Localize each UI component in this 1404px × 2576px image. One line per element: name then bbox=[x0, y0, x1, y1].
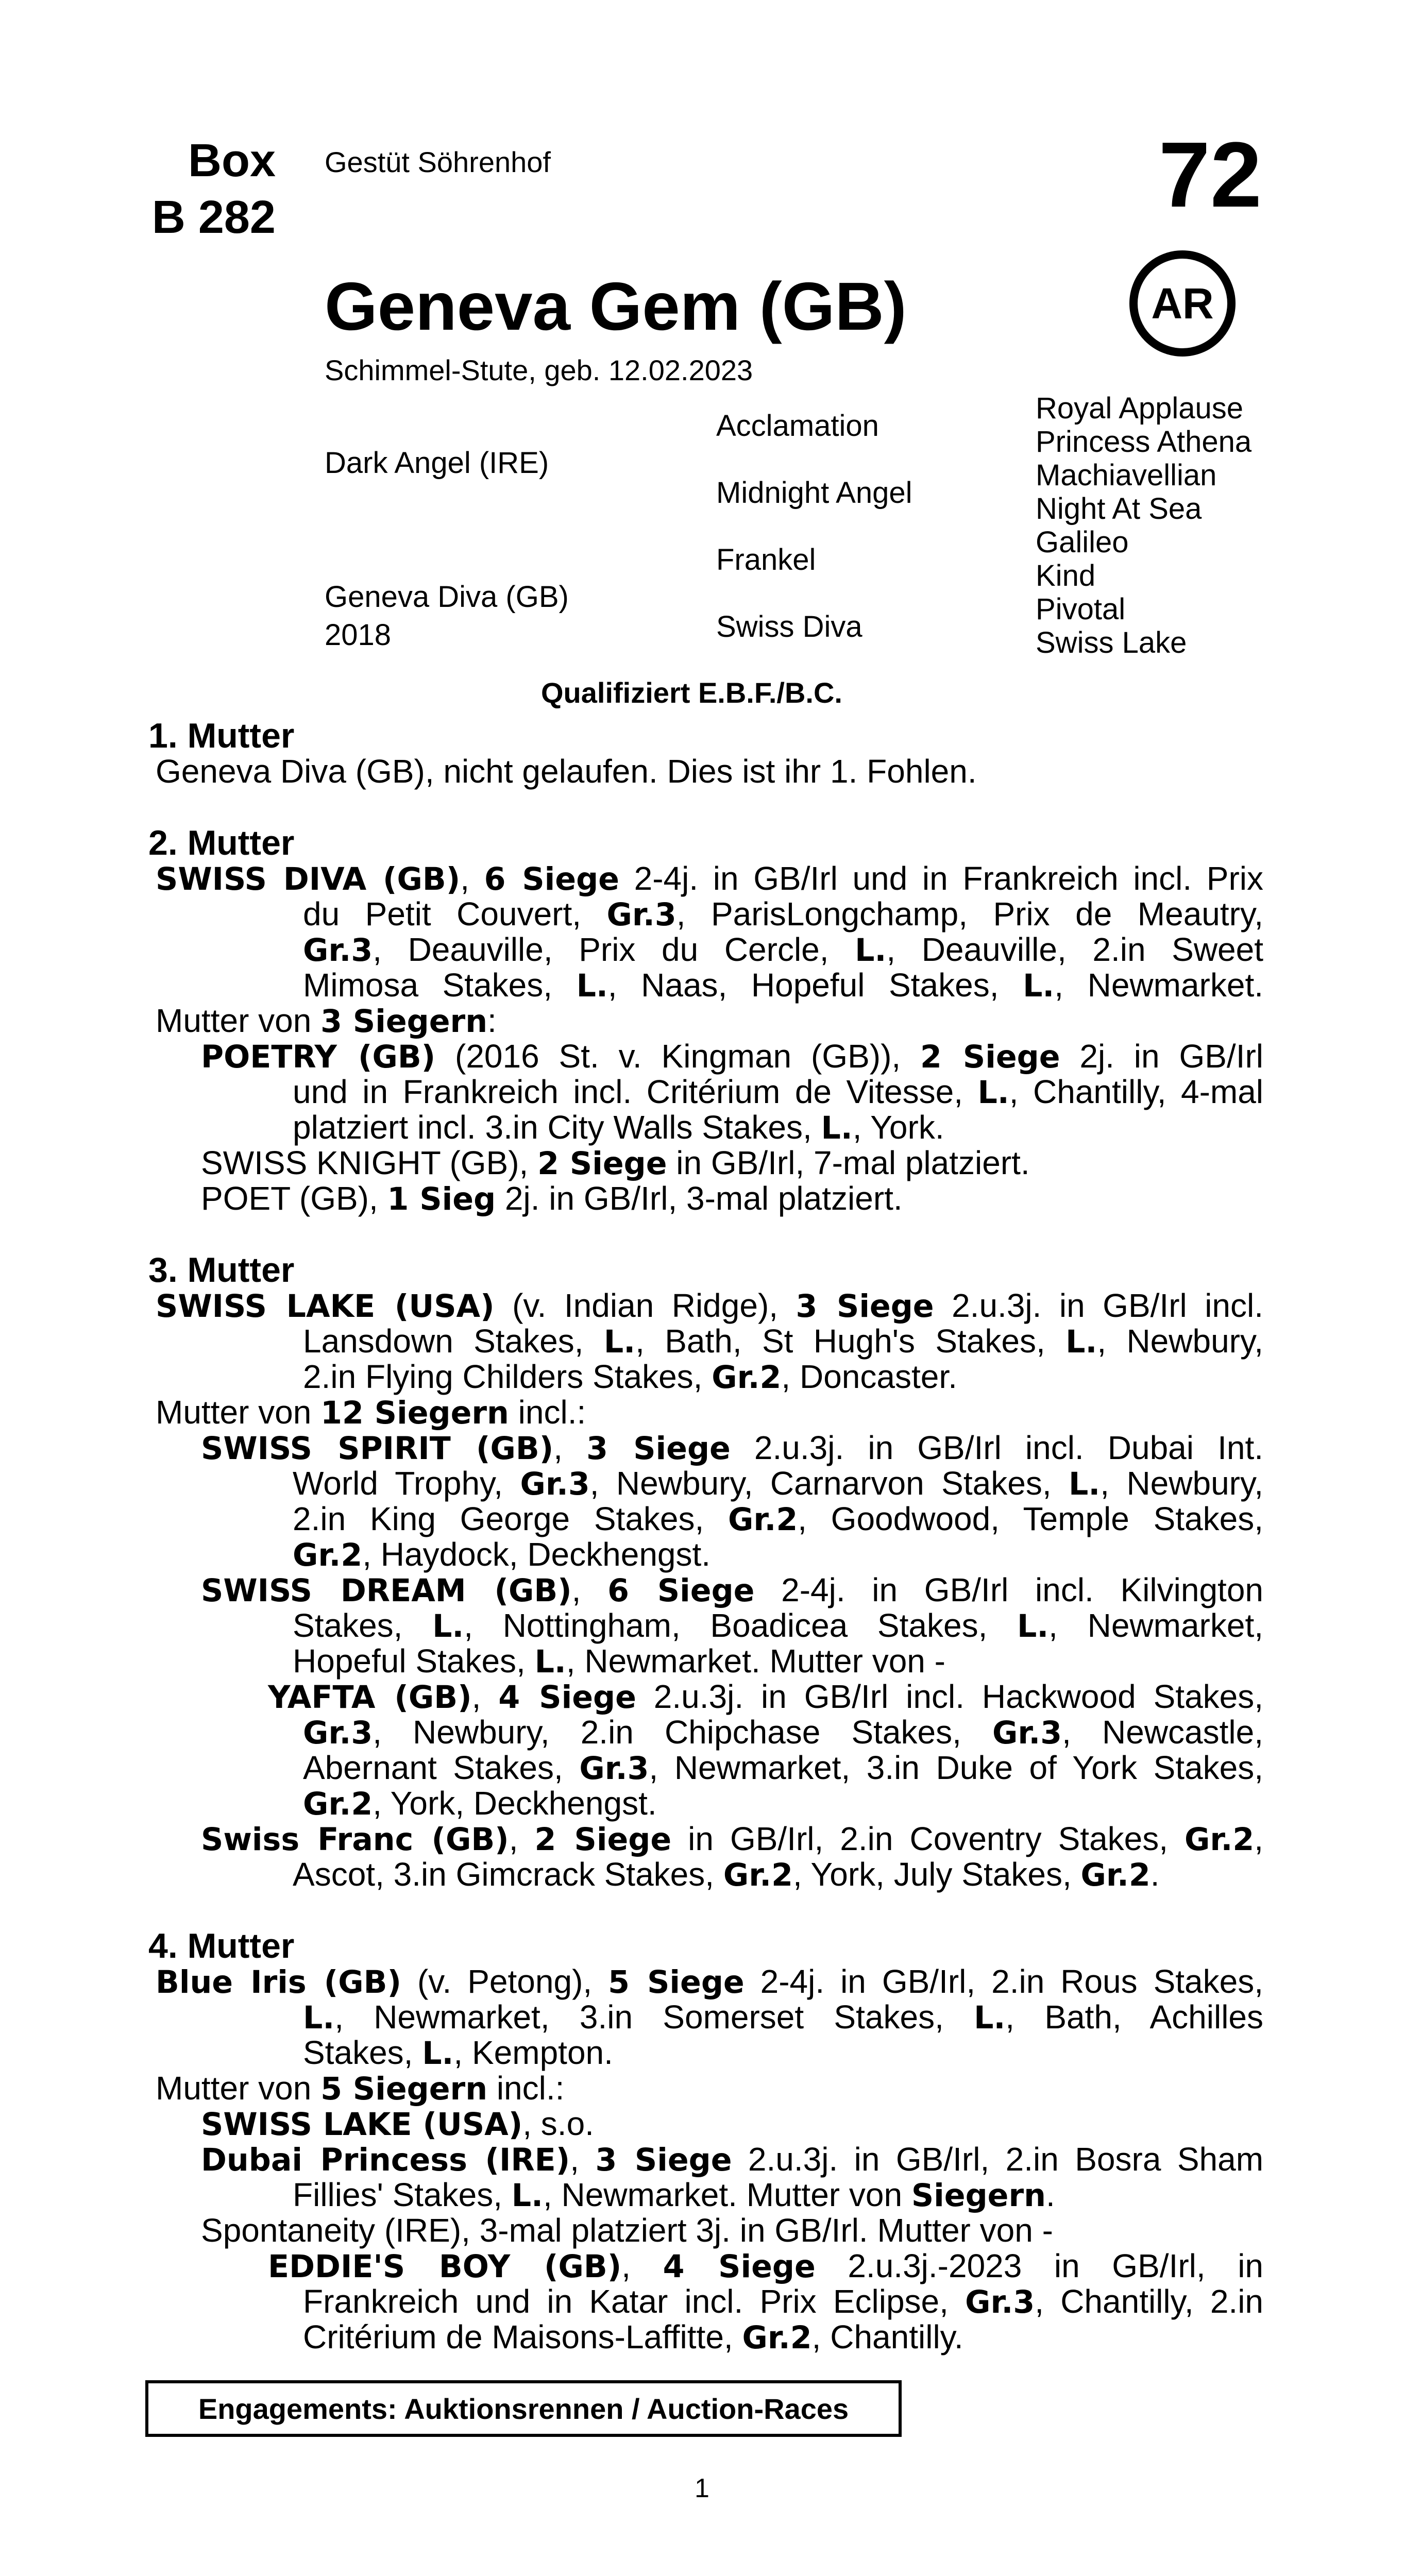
race-line: Stakes, L., Kempton. bbox=[303, 2034, 613, 2072]
mutter-1-heading: 1. Mutter bbox=[148, 716, 295, 755]
pedigree-g3: Galileo bbox=[1036, 526, 1129, 559]
race-line: World Trophy, Gr.3, Newbury, Carnarvon Stakes, L., Newbury, bbox=[293, 1465, 1264, 1502]
race-line: 2.in King George Stakes, Gr.2, Goodwood, Temple Stakes, bbox=[293, 1500, 1264, 1538]
horse-description: Schimmel-Stute, geb. 12.02.2023 bbox=[325, 354, 753, 386]
pedigree-g3: Royal Applause bbox=[1036, 392, 1244, 425]
pedigree-g3: Pivotal bbox=[1036, 592, 1126, 626]
race-line: POETRY (GB) (2016 St. v. Kingman (GB)), 2 Siege 2j. in GB/Irl bbox=[201, 1038, 1264, 1075]
pedigree-sire: Dark Angel (IRE) bbox=[325, 446, 549, 480]
race-line: du Petit Couvert, Gr.3, ParisLongchamp, Prix de Meautry, bbox=[303, 895, 1264, 933]
race-line: YAFTA (GB), 4 Siege 2.u.3j. in GB/Irl incl. Hackwood Stakes, bbox=[268, 1678, 1264, 1716]
race-line: Dubai Princess (IRE), 3 Siege 2.u.3j. in GB/Irl, 2.in Bosra Sham bbox=[201, 2141, 1264, 2178]
race-line: POET (GB), 1 Sieg 2j. in GB/Irl, 3-mal platziert. bbox=[201, 1180, 903, 1217]
race-line: und in Frankreich incl. Critérium de Vitesse, L., Chantilly, 4-mal bbox=[293, 1073, 1264, 1111]
pedigree-g3: Princess Athena bbox=[1036, 425, 1252, 459]
race-line: L., Newmarket, 3.in Somerset Stakes, L., Bath, Achilles bbox=[303, 1998, 1264, 2036]
race-line: Mimosa Stakes, L., Naas, Hopeful Stakes, L., Newmarket. bbox=[303, 967, 1264, 1004]
horse-name: Geneva Gem (GB) bbox=[325, 268, 907, 344]
mutter-3-heading: 3. Mutter bbox=[148, 1250, 295, 1290]
pedigree-dam-dam: Swiss Diva bbox=[716, 610, 862, 643]
ar-badge: AR bbox=[1129, 250, 1236, 357]
breeder-name: Gestüt Söhrenhof bbox=[325, 146, 551, 178]
race-line: platziert incl. 3.in City Walls Stakes, L., York. bbox=[293, 1109, 944, 1146]
lot-number: 72 bbox=[1158, 123, 1262, 227]
race-line: Hopeful Stakes, L., Newmarket. Mutter von - bbox=[293, 1642, 945, 1680]
race-line: Spontaneity (IRE), 3-mal platziert 3j. in GB/Irl. Mutter von - bbox=[201, 2212, 1053, 2249]
race-line: EDDIE'S BOY (GB), 4 Siege 2.u.3j.-2023 in GB/Irl, in bbox=[268, 2247, 1264, 2285]
race-line: Blue Iris (GB) (v. Petong), 5 Siege 2-4j. in GB/Irl, 2.in Rous Stakes, bbox=[156, 1963, 1264, 2001]
race-line: Lansdown Stakes, L., Bath, St Hugh's Stakes, L., Newbury, bbox=[303, 1323, 1264, 1360]
pedigree-sire-sire: Acclamation bbox=[716, 409, 879, 443]
race-line: SWISS LAKE (USA) (v. Indian Ridge), 3 Siege 2.u.3j. in GB/Irl incl. bbox=[156, 1287, 1263, 1325]
race-line: Stakes, L., Nottingham, Boadicea Stakes, L., Newmarket, bbox=[293, 1607, 1263, 1645]
pedigree-dam-year: 2018 bbox=[325, 618, 392, 652]
qualification: Qualifiziert E.B.F./B.C. bbox=[541, 676, 842, 709]
race-line: Mutter von 5 Siegern incl.: bbox=[156, 2070, 565, 2107]
race-line: Mutter von 3 Siegern: bbox=[156, 1002, 497, 1040]
pedigree-g3: Swiss Lake bbox=[1036, 626, 1187, 659]
mutter-2-heading: 2. Mutter bbox=[148, 823, 295, 862]
race-line: SWISS DREAM (GB), 6 Siege 2-4j. in GB/Irl incl. Kilvington bbox=[201, 1571, 1264, 1609]
race-line: Abernant Stakes, Gr.3, Newmarket, 3.in Duke of York Stakes, bbox=[303, 1749, 1264, 1787]
race-line: 2.in Flying Childers Stakes, Gr.2, Doncaster. bbox=[303, 1358, 957, 1396]
race-line: Critérium de Maisons-Laffitte, Gr.2, Chantilly. bbox=[303, 2318, 963, 2356]
page-number: 1 bbox=[695, 2473, 709, 2503]
box-label: Box bbox=[188, 135, 276, 187]
race-line: Gr.2, Haydock, Deckhengst. bbox=[293, 1536, 711, 1573]
pedigree-dam-sire: Frankel bbox=[716, 543, 816, 577]
race-line: Fillies' Stakes, L., Newmarket. Mutter von Siegern. bbox=[293, 2176, 1055, 2214]
race-line: Mutter von 12 Siegern incl.: bbox=[156, 1394, 586, 1431]
mutter-1-text: Geneva Diva (GB), nicht gelaufen. Dies ist ihr 1. Fohlen. bbox=[156, 753, 977, 790]
pedigree-dam: Geneva Diva (GB) bbox=[325, 580, 569, 614]
race-line: SWISS SPIRIT (GB), 3 Siege 2.u.3j. in GB/Irl incl. Dubai Int. bbox=[201, 1429, 1264, 1467]
race-line: Gr.3, Newbury, 2.in Chipchase Stakes, Gr.3, Newcastle, bbox=[303, 1714, 1263, 1751]
box-number: B 282 bbox=[151, 192, 276, 243]
race-line: Ascot, 3.in Gimcrack Stakes, Gr.2, York, July Stakes, Gr.2. bbox=[293, 1856, 1160, 1893]
race-line: Gr.3, Deauville, Prix du Cercle, L., Deauville, 2.in Sweet bbox=[303, 931, 1264, 969]
race-line: SWISS LAKE (USA), s.o. bbox=[201, 2105, 594, 2143]
mutter-4-heading: 4. Mutter bbox=[148, 1926, 295, 1965]
engagements-box: Engagements: Auktionsrennen / Auction-Races bbox=[145, 2380, 902, 2437]
pedigree-g3: Kind bbox=[1036, 559, 1096, 592]
pedigree-g3: Night At Sea bbox=[1036, 492, 1202, 526]
race-line: Frankreich und in Katar incl. Prix Eclipse, Gr.3, Chantilly, 2.in bbox=[303, 2283, 1264, 2320]
race-line: Swiss Franc (GB), 2 Siege in GB/Irl, 2.in Coventry Stakes, Gr.2, bbox=[201, 1820, 1264, 1858]
race-line: SWISS KNIGHT (GB), 2 Siege in GB/Irl, 7-mal platziert. bbox=[201, 1144, 1030, 1182]
race-line: Gr.2, York, Deckhengst. bbox=[303, 1785, 657, 1822]
pedigree-g3: Machiavellian bbox=[1036, 459, 1217, 492]
pedigree-sire-dam: Midnight Angel bbox=[716, 476, 912, 510]
race-line: SWISS DIVA (GB), 6 Siege 2-4j. in GB/Irl und in Frankreich incl. Prix bbox=[156, 860, 1263, 897]
